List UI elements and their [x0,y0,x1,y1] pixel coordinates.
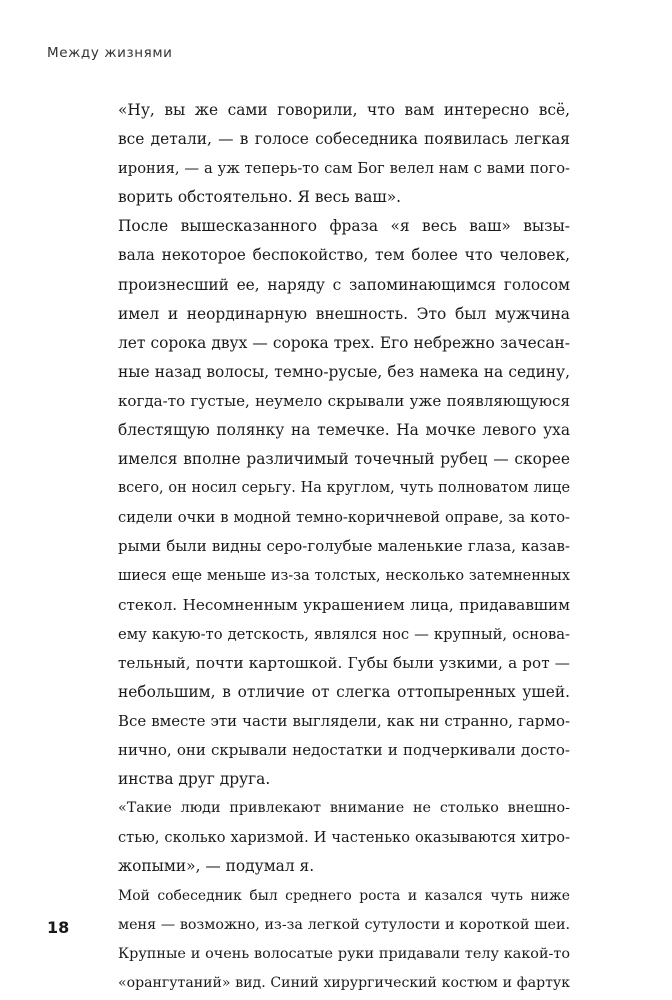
text-line: шиеся еще меньше из-за толстых, несколько затемненных [118,567,570,584]
text-line: меня — возможно, из-за легкой сутулости и короткой шеи. [118,916,570,933]
text-line: ирония, — а уж теперь-то сам Бог велел нам с вами пого- [118,160,570,178]
text-line: «орангутаний» вид. Синий хирургический костюм и фартук [118,974,570,991]
text-line: После вышесказанного фраза «я весь ваш» вызы- [118,217,570,236]
body-text [94,96,570,998]
text-line: имелся вполне различимый точечный рубец — скорее [118,450,570,469]
text-line: все детали, — в голосе собеседника появилась легкая [118,130,570,149]
text-line: небольшим, в отличие от слегка оттопыренных ушей. [118,682,570,701]
text-line: Крупные и очень волосатые руки придавали телу какой-то [118,945,570,962]
text-line: рыми были видны серо-голубые маленькие глаза, казав- [118,537,570,556]
text-line: имел и неординарную внешность. Это был мужчина [118,304,570,323]
paragraph [94,794,570,881]
text-line: ворить обстоятельно. Я весь ваш». [118,188,401,207]
text-line: инства друг друга. [118,770,271,789]
text-line: ные назад волосы, темно-русые, без намека на седину, [118,362,570,381]
text-line: Все вместе эти части выглядели, как ни странно, гармо- [118,711,570,730]
text-line: блестящую полянку на темечке. На мочке левого уха [118,421,570,440]
text-line: всего, он носил серьгу. На круглом, чуть полноватом лице [118,480,570,497]
text-line: стекол. Несомненным украшением лица, придававшим [118,595,570,614]
text-line: произнесший ее, наряду с запоминающимся голосом [118,275,570,294]
text-line: жопыми», — подумал я. [118,857,315,876]
text-line: стью, сколько харизмой. И частенько оказываются хитро- [118,829,570,847]
page-number: 18 [47,918,70,937]
text-line: тельный, почти картошкой. Губы были узкими, а рот — [118,653,570,672]
text-line: ему какую-то детскость, являлся нос — крупный, основа- [118,625,570,643]
text-line: сидели очки в модной темно-коричневой оправе, за кото- [118,509,570,527]
paragraph [94,96,570,212]
paragraph [94,212,570,794]
paragraph [94,882,570,998]
text-line: лет сорока двух — сорока трех. Его небрежно зачесан- [118,333,570,352]
text-line: нично, они скрывали недостатки и подчеркивали досто- [118,741,570,760]
text-line: когда-то густые, неумело скрывали уже появляющуюся [118,391,570,410]
text-line: вала некоторое беспокойство, тем более что человек, [118,246,570,265]
text-line: Мой собеседник был среднего роста и казался чуть ниже [118,887,570,904]
text-line: «Такие люди привлекают внимание не столько внешно- [118,800,570,817]
text-line: «Ну, вы же сами говорили, что вам интересно всё, [118,101,570,119]
running-head: Между жизнями [47,45,173,61]
